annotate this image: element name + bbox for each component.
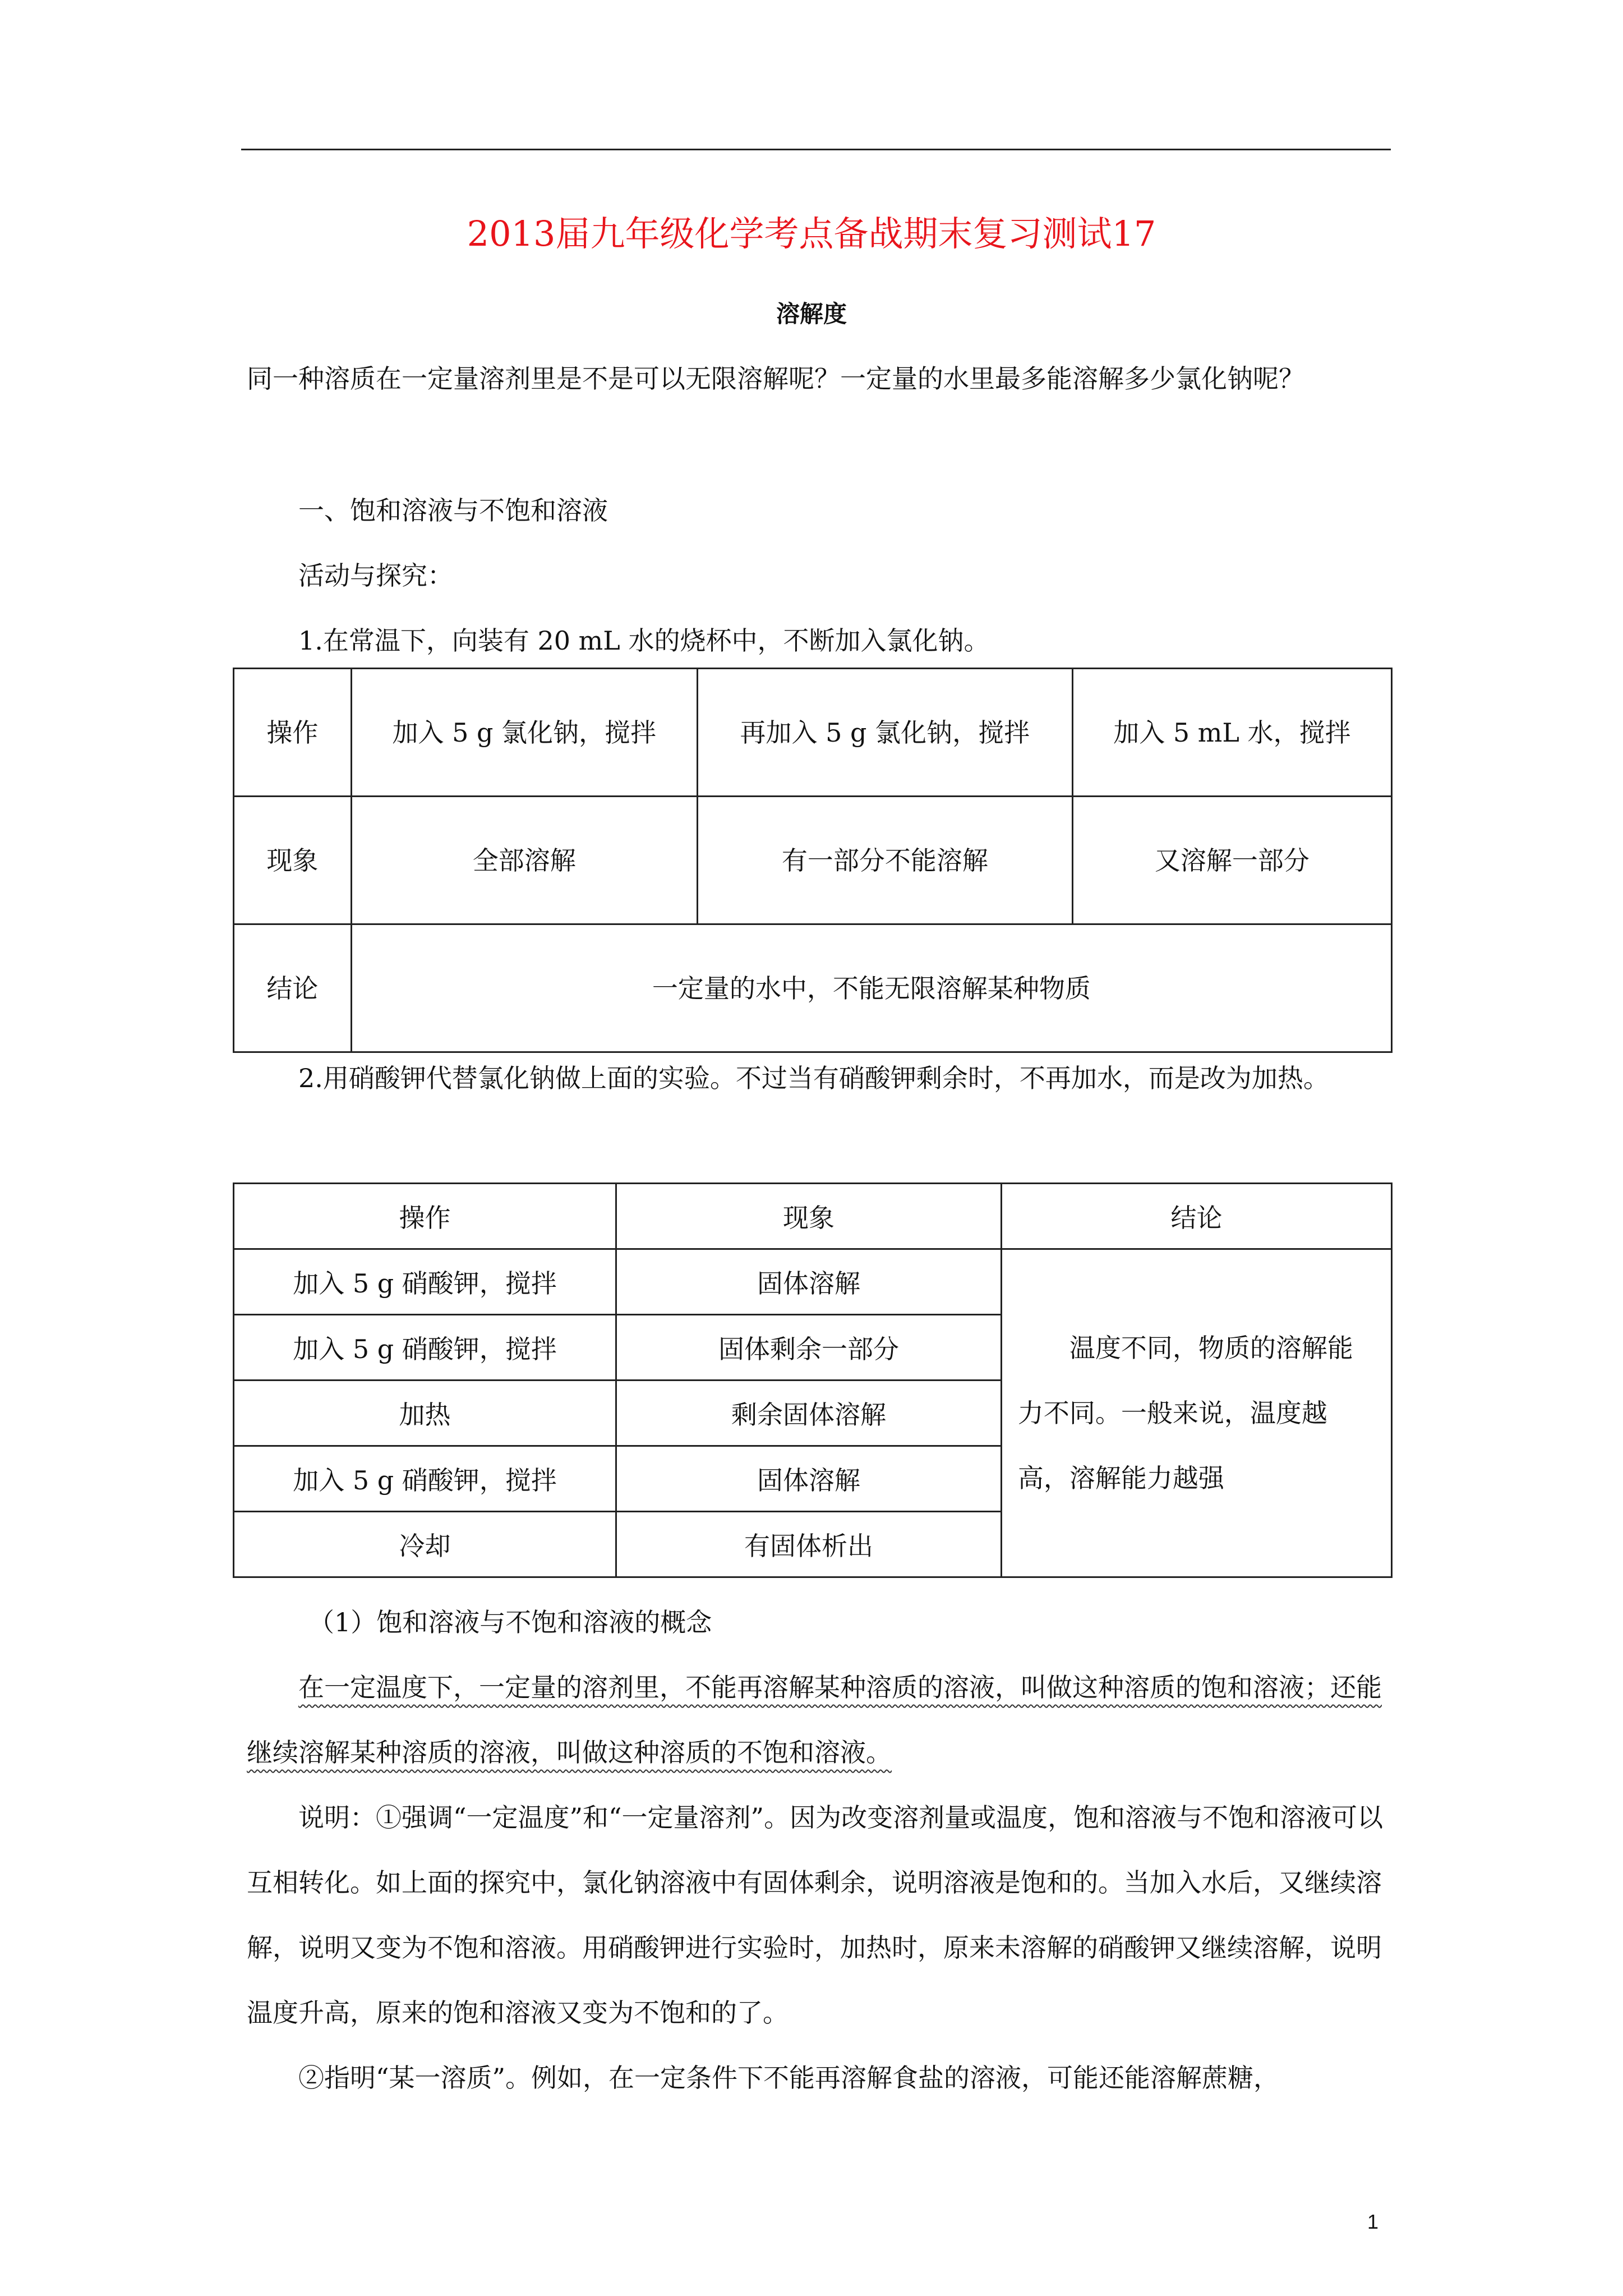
table-cell: 又溶解一部分	[1072, 797, 1391, 924]
row-label-operation: 操作	[234, 669, 352, 797]
table-cell: 固体溶解	[616, 1446, 1002, 1512]
table-row	[234, 924, 1392, 1052]
table-row	[234, 797, 1392, 924]
table-cell: 加入 5 g 硝酸钾，搅拌	[234, 1249, 616, 1315]
table-cell: 加入 5 g 硝酸钾，搅拌	[234, 1315, 616, 1381]
table-cell-conclusion: 一定量的水中，不能无限溶解某种物质	[351, 924, 1391, 1052]
table-cell: 剩余固体溶解	[616, 1381, 1002, 1446]
table-cell: 固体溶解	[616, 1249, 1002, 1315]
intro-paragraph: 同一种溶质在一定量溶剂里是不是可以无限溶解呢？一定量的水里最多能溶解多少氯化钠呢？	[247, 364, 1304, 394]
table-header: 结论	[1001, 1184, 1391, 1249]
table-cell: 有一部分不能溶解	[697, 797, 1072, 924]
table-cell: 再加入 5 g 氯化钠，搅拌	[697, 669, 1072, 797]
table-row	[234, 669, 1392, 797]
table-row	[234, 1249, 1392, 1315]
row-label-phenomenon: 现象	[234, 797, 352, 924]
table-cell: 固体剩余一部分	[616, 1315, 1002, 1381]
table-cell: 冷却	[234, 1512, 616, 1577]
table-cell: 加入 5 g 硝酸钾，搅拌	[234, 1446, 616, 1512]
conclusion-text: 温度不同，物质的溶解能力不同。一般来说，温度越高，溶解能力越强	[1017, 1333, 1353, 1493]
activity-heading: 活动与探究：	[298, 560, 453, 591]
table-cell: 全部溶解	[351, 797, 697, 924]
table-cell: 有固体析出	[616, 1512, 1002, 1577]
document-subtitle: 溶解度	[776, 300, 847, 328]
table-cell: 加热	[234, 1381, 616, 1446]
table-header: 现象	[616, 1184, 1002, 1249]
experiment-1-table	[233, 668, 1393, 1053]
explanation-paragraph: 说明：①强调“一定温度”和“一定量溶剂”。因为改变溶剂量或温度，饱和溶液与不饱和溶液可以互相转化。如上面的探究中，氯化钠溶液中有固体剩余，说明溶液是饱和的。当加入水后，又继续溶解，说明又变为不饱和溶液。用硝酸钾进行实验时，加热时，原来未溶解的硝酸钾又继续溶解，说明温度升高，原来的饱和溶液又变为不饱和的了。	[247, 1802, 1384, 2028]
definition-text: 在一定温度下，一定量的溶剂里，不能再溶解某种溶质的溶液，叫做这种溶质的饱和溶液；还能继续溶解某种溶质的溶液，叫做这种溶质的不饱和溶液。	[247, 1672, 1382, 1768]
table-header-row	[234, 1184, 1392, 1249]
table-cell: 加入 5 g 氯化钠，搅拌	[351, 669, 697, 797]
experiment-1-text: 1.在常温下，向装有 20 mL 水的烧杯中，不断加入氯化钠。	[298, 625, 990, 656]
document-title: 2013届九年级化学考点备战期末复习测试17	[467, 213, 1156, 254]
definition-paragraph	[247, 1655, 1391, 1785]
page-number: 1	[1367, 2210, 1379, 2233]
table-cell: 加入 5 mL 水，搅拌	[1072, 669, 1391, 797]
table-cell-conclusion	[1001, 1249, 1391, 1577]
header-rule	[241, 149, 1391, 150]
row-label-conclusion: 结论	[234, 924, 352, 1052]
point-2-paragraph: ②指明“某一溶质”。例如，在一定条件下不能再溶解食盐的溶液，可能还能溶解蔗糖，	[298, 2063, 1280, 2093]
section-heading: 一、饱和溶液与不饱和溶液	[298, 495, 608, 526]
experiment-2-table	[233, 1182, 1393, 1578]
experiment-2-text: 2.用硝酸钾代替氯化钠做上面的实验。不过当有硝酸钾剩余时，不再加水，而是改为加热。	[298, 1063, 1329, 1093]
table-header: 操作	[234, 1184, 616, 1249]
concept-heading: （1）饱和溶液与不饱和溶液的概念	[308, 1607, 712, 1637]
